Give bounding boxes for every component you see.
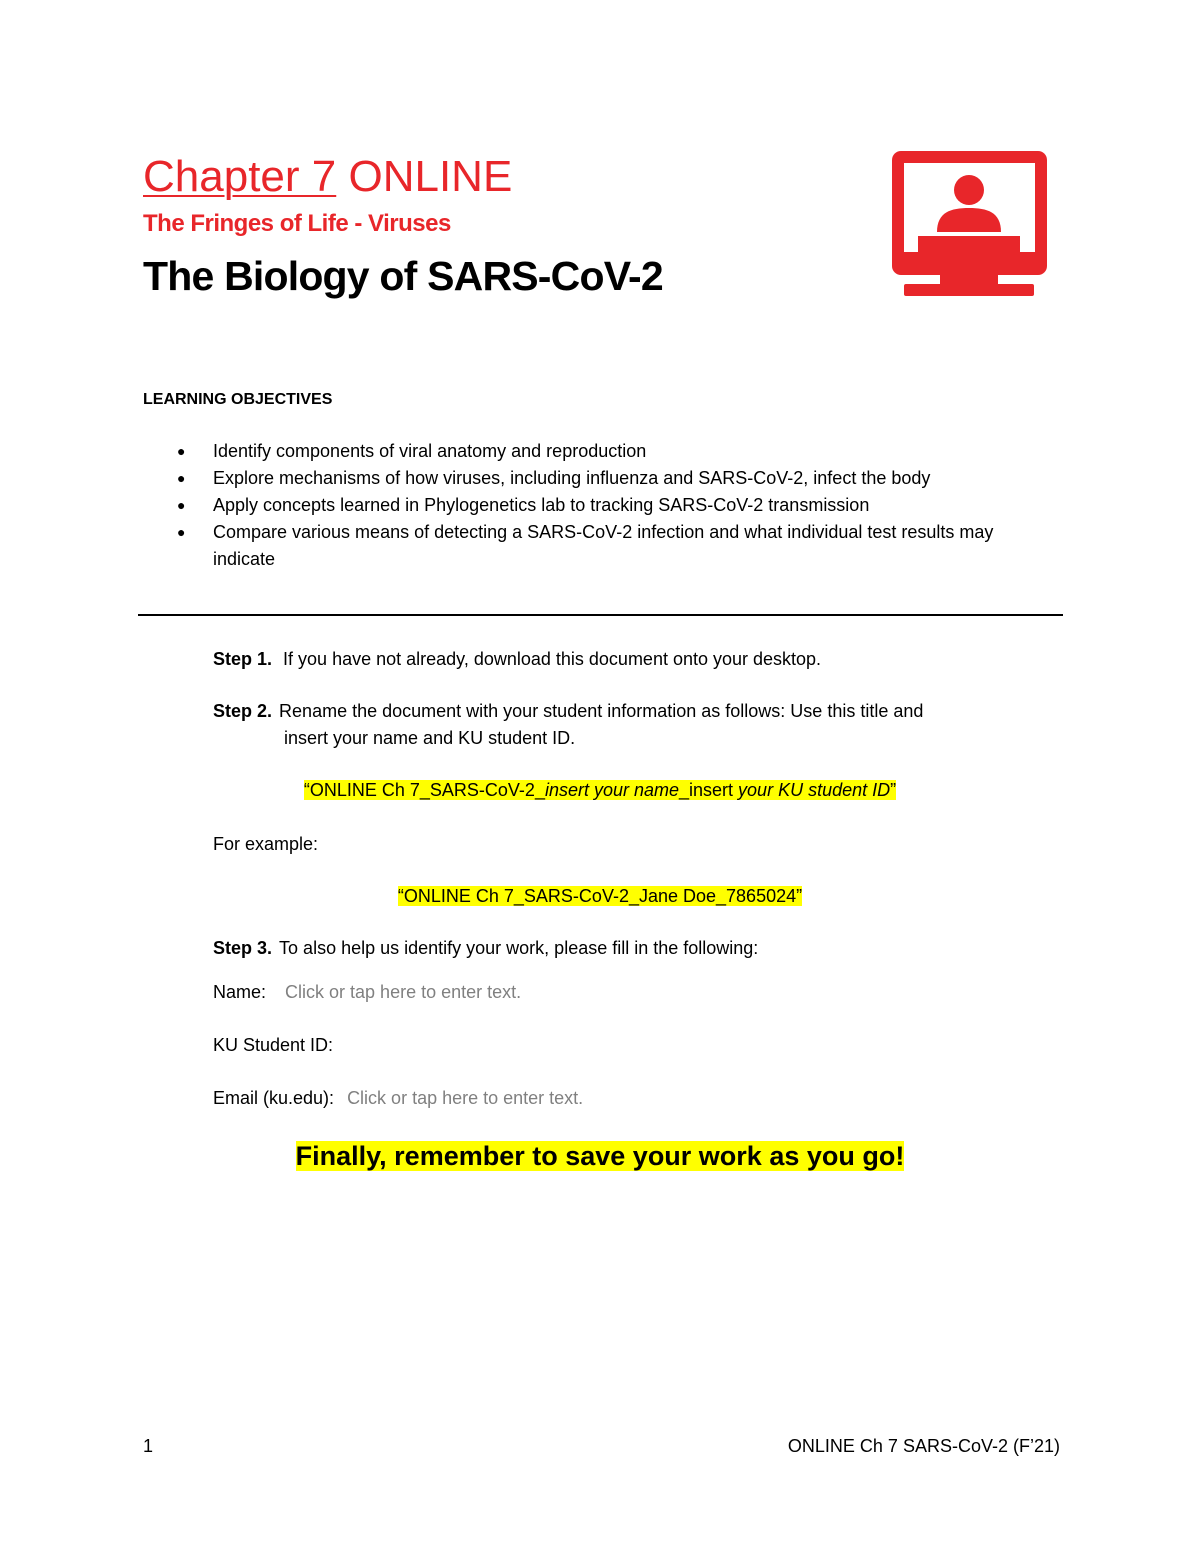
objective-text: Apply concepts learned in Phylogenetics lab to tracking SARS-CoV-2 transmission — [213, 495, 870, 515]
step-2-continued: insert your name and KU student ID. — [284, 728, 576, 748]
step-2 — [213, 698, 923, 725]
step-1-text: If you have not already, download this document onto your desktop. — [283, 649, 822, 669]
online-learning-monitor-icon — [880, 148, 1058, 304]
bullet-icon: ● — [177, 470, 186, 486]
step-3-label: Step 3. — [213, 938, 273, 958]
chapter-number: Chapter 7 — [143, 152, 337, 201]
bullet-icon: ● — [177, 524, 186, 540]
filename-format-mid: _insert — [679, 780, 739, 800]
filename-format — [0, 778, 1200, 802]
objective-text: Explore mechanisms of how viruses, including influenza and SARS-CoV-2, infect the body — [213, 468, 931, 488]
filename-format-name: insert your name — [544, 780, 680, 800]
student-id-row — [213, 1032, 538, 1059]
learning-objectives-list — [143, 438, 1043, 573]
bullet-icon: ● — [177, 443, 186, 459]
chapter-heading — [143, 150, 512, 204]
step-1 — [213, 646, 821, 673]
list-item — [143, 438, 1043, 465]
email-row — [213, 1085, 583, 1112]
step-3 — [213, 935, 758, 962]
chapter-subtitle: The Fringes of Life - Viruses — [143, 210, 451, 237]
page-number: 1 — [143, 1436, 154, 1456]
save-reminder-text: Finally, remember to save your work as you go! — [295, 1141, 905, 1171]
bullet-icon: ● — [177, 497, 186, 513]
email-label: Email (ku.edu): — [213, 1088, 335, 1108]
save-reminder — [0, 1138, 1200, 1174]
example-label: For example: — [213, 834, 319, 854]
email-field[interactable]: Click or tap here to enter text. — [347, 1088, 584, 1108]
name-label: Name: — [213, 982, 267, 1002]
step-2-text: Rename the document with your student information as follows: Use this title and — [279, 701, 924, 721]
objective-text: Compare various means of detecting a SARS-CoV-2 infection and what individual test results may indicate — [213, 522, 994, 569]
chapter-mode: ONLINE — [348, 152, 513, 201]
filename-format-close: ” — [890, 780, 897, 800]
filename-format-id: your KU student ID — [738, 780, 891, 800]
document-title: The Biology of SARS-CoV-2 — [143, 253, 663, 299]
learning-objectives-heading: LEARNING OBJECTIVES — [143, 391, 333, 408]
step-2-label: Step 2. — [213, 701, 273, 721]
objective-text: Identify components of viral anatomy and reproduction — [213, 441, 647, 461]
step-3-text: To also help us identify your work, please fill in the following: — [279, 938, 759, 958]
name-row — [213, 979, 521, 1006]
filename-example — [0, 884, 1200, 908]
name-field[interactable]: Click or tap here to enter text. — [285, 982, 522, 1002]
step-1-label: Step 1. — [213, 649, 273, 669]
list-item — [143, 492, 1043, 519]
list-item — [143, 519, 1043, 573]
filename-example-highlight: “ONLINE Ch 7_SARS-CoV-2_Jane Doe_7865024” — [397, 886, 803, 906]
filename-format-prefix: “ONLINE Ch 7_SARS-CoV-2_ — [303, 780, 545, 800]
filename-format-highlight — [304, 780, 896, 800]
section-divider — [138, 614, 1063, 616]
student-id-label: KU Student ID: — [213, 1035, 334, 1055]
footer-document-label: ONLINE Ch 7 SARS-CoV-2 (F’21) — [787, 1436, 1060, 1456]
student-id-field[interactable] — [338, 1035, 538, 1057]
list-item — [143, 465, 1043, 492]
